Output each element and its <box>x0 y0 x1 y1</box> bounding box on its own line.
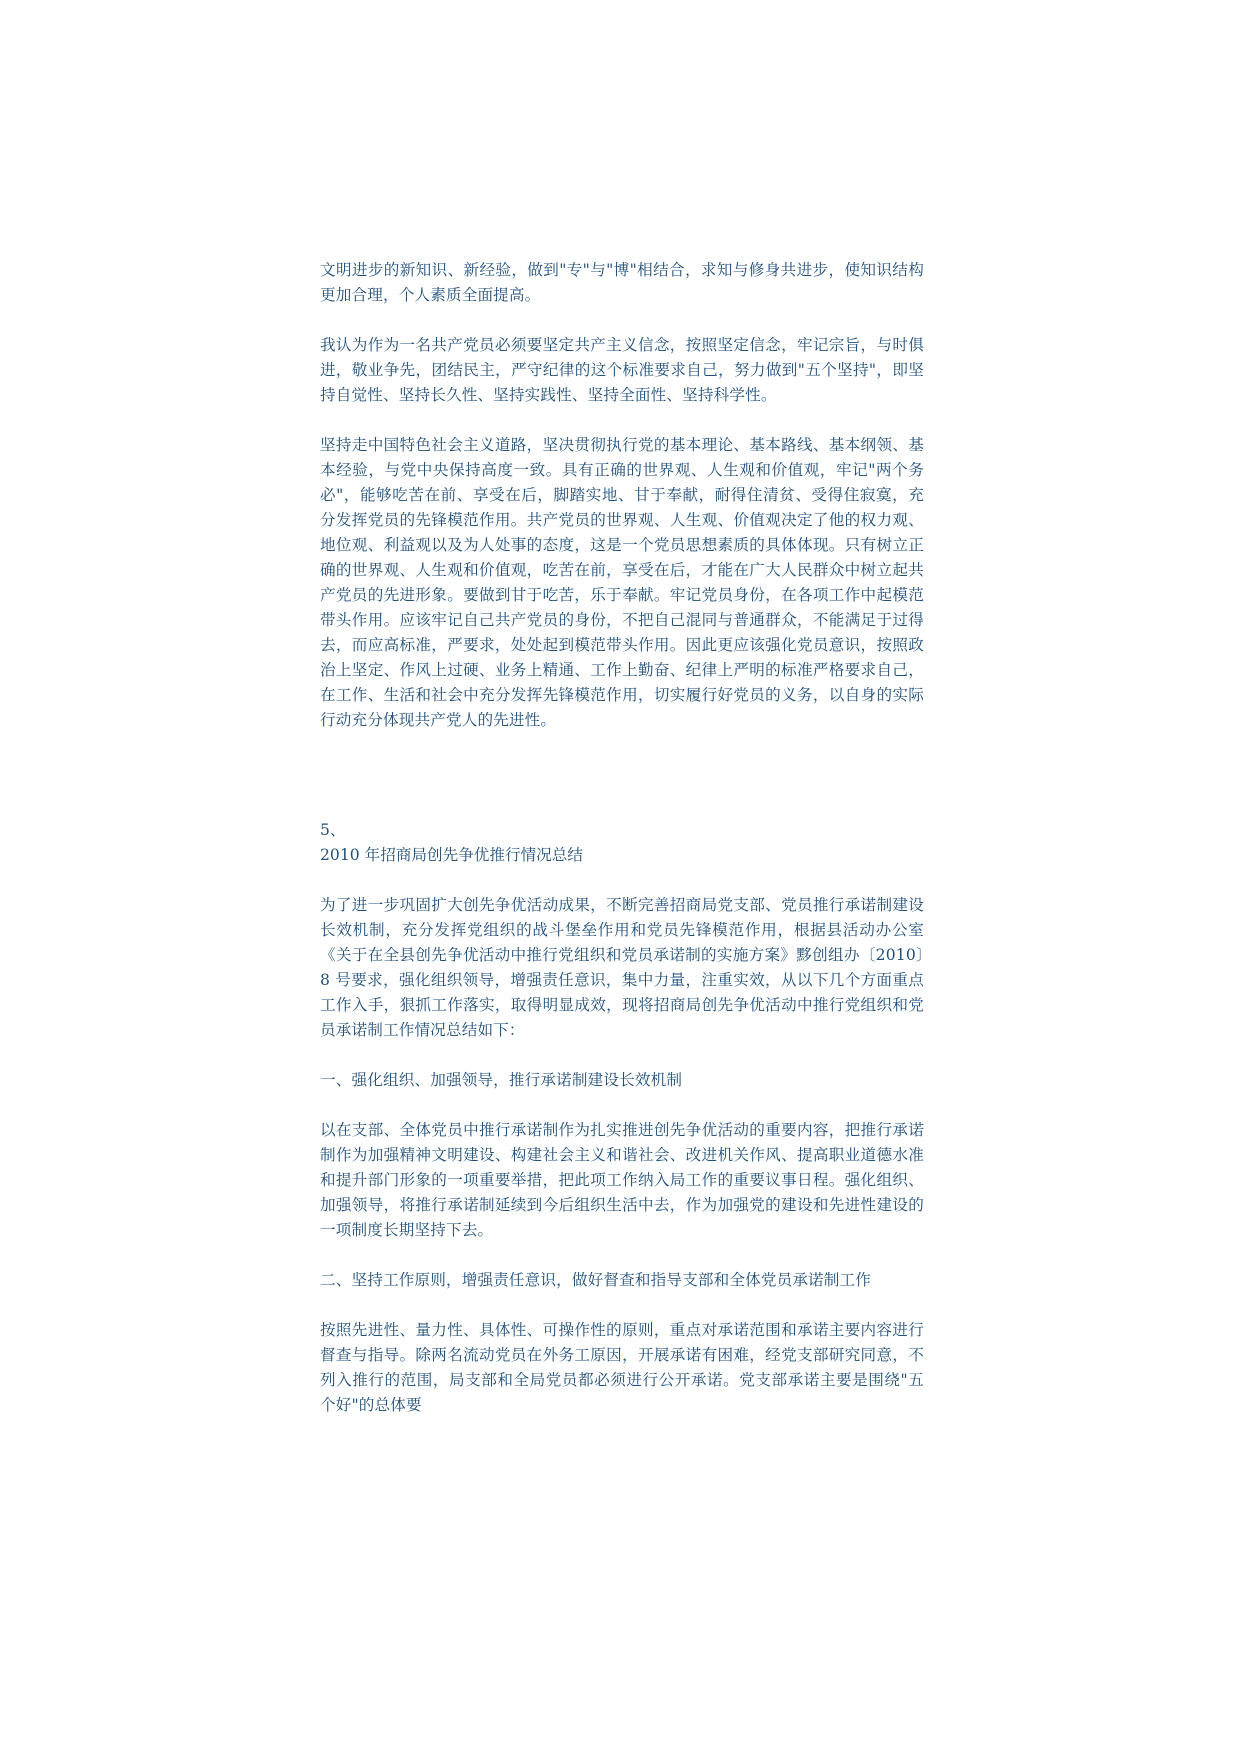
section-number: 5、 <box>320 821 346 839</box>
paragraph-knowledge: 文明进步的新知识、新经验，做到"专"与"博"相结合，求知与修身共进步，使知识结构更加合理，个人素质全面提高。 <box>320 261 924 304</box>
paragraph-socialism-road: 坚持走中国特色社会主义道路，坚决贯彻执行党的基本理论、基本路线、基本纲领、基本经验，与党中央保持高度一致。具有正确的世界观、人生观和价值观，牢记"两个务必"，能够吃苦在前、享受在后，脚踏实地、甘于奉献，耐得住清贫、受得住寂寞，充分发挥党员的先锋模范作用。共产党员的世界观、人生观、价值观决定了他的权力观、地位观、利益观以及为人处事的态度，这是一个党员思想素质的具体体现。只有树立正确的世界观、人生观和价值观，吃苦在前，享受在后，才能在广大人民群众中树立起共产党员的先进形象。要做到甘于吃苦，乐于奉献。牢记党员身份，在各项工作中起模范带头作用。应该牢记自己共产党员的身份，不把自己混同与普通群众，不能满足于过得去，而应高标准，严要求，处处起到模范带头作用。因此更应该强化党员意识，按照政治上坚定、作风上过硬、业务上精通、工作上勤奋、纪律上严明的标准严格要求自己，在工作、生活和社会中充分发挥先锋模范作用，切实履行好党员的义务，以自身的实际行动充分体现共产党人的先进性。 <box>320 436 924 729</box>
paragraph-belief: 我认为作为一名共产党员必须要坚定共产主义信念，按照坚定信念，牢记宗旨，与时俱进，敬业争先，团结民主，严守纪律的这个标准要求自己，努力做到"五个坚持"，即坚持自觉性、坚持长久性、坚持实践性、坚持全面性、坚持科学性。 <box>320 336 924 404</box>
subheading-one: 一、强化组织、加强领导，推行承诺制建设长效机制 <box>320 1071 683 1089</box>
document-body <box>320 258 924 1418</box>
paragraph-intro: 为了进一步巩固扩大创先争优活动成果，不断完善招商局党支部、党员推行承诺制建设长效机制，充分发挥党组织的战斗堡垒作用和党员先锋模范作用，根据县活动办公室《关于在全县创先争优活动中推行党组织和党员承诺制的实施方案》黟创组办〔2010〕8 号要求，强化组织领导，增强责任意识，集中力量，注重实效，从以下几个方面重点工作入手，狠抓工作落实，取得明显成效，现将招商局创先争优活动中推行党组织和党员承诺制工作情况总结如下： <box>320 896 924 1039</box>
paragraph-organization: 以在支部、全体党员中推行承诺制作为扎实推进创先争优活动的重要内容，把推行承诺制作为加强精神文明建设、构建社会主义和谐社会、改进机关作风、提高职业道德水准和提升部门形象的一项重要举措，把此项工作纳入局工作的重要议事日程。强化组织、加强领导，将推行承诺制延续到今后组织生活中去，作为加强党的建设和先进性建设的一项制度长期坚持下去。 <box>320 1121 924 1239</box>
subheading-two: 二、坚持工作原则，增强责任意识，做好督查和指导支部和全体党员承诺制工作 <box>320 1271 872 1289</box>
paragraph-principles: 按照先进性、量力性、具体性、可操作性的原则，重点对承诺范围和承诺主要内容进行督查与指导。除两名流动党员在外务工原因，开展承诺有困难，经党支部研究同意，不列入推行的范围，局支部和全局党员都必须进行公开承诺。党支部承诺主要是围绕"五个好"的总体要 <box>320 1321 924 1414</box>
section-title: 2010 年招商局创先争优推行情况总结 <box>320 846 583 864</box>
